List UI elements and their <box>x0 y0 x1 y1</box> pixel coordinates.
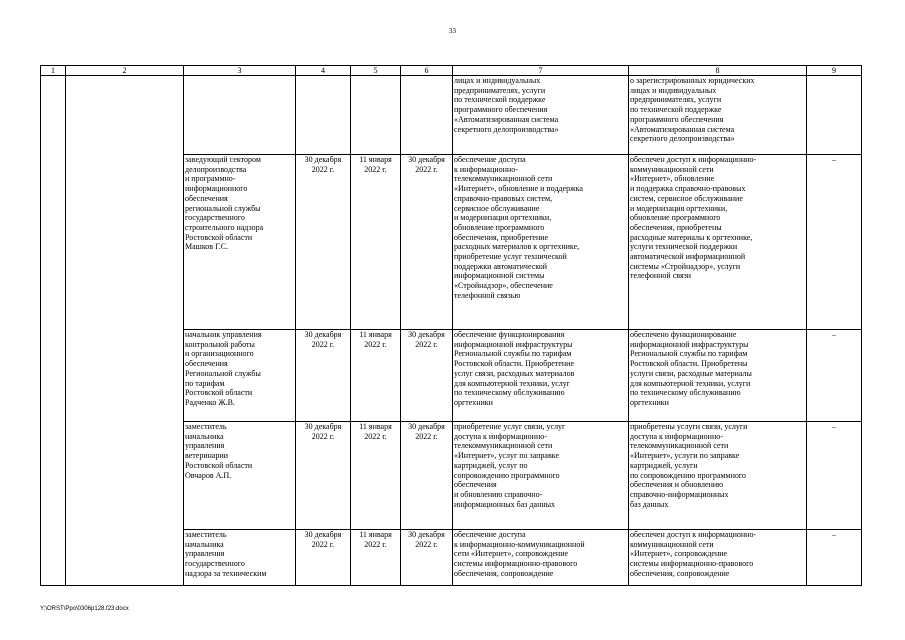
start-date-text: 11 января 2022 г. <box>359 422 392 441</box>
planned-result-text: обеспечение доступа к информационно-коммуникационной сети «Интернет», сопровождение системы информационно-правового обеспечения, сопровождение <box>454 530 585 578</box>
cell-responsible <box>184 330 296 422</box>
responsible-text: заместитель начальника управления государственного надзора за техническим <box>185 530 267 578</box>
cell-start-date <box>351 76 401 155</box>
cell-responsible <box>184 155 296 330</box>
cell-col1 <box>41 76 66 586</box>
cell-planned-date <box>296 530 351 586</box>
cell-note <box>807 330 862 422</box>
start-date-text: 11 января 2022 г. <box>359 155 392 174</box>
note-text: – <box>832 530 836 539</box>
note-text: – <box>832 155 836 164</box>
column-number-row <box>41 66 862 76</box>
col-header-6: 6 <box>401 66 453 76</box>
col-header-7: 7 <box>453 66 629 76</box>
actual-result-text: обеспечен доступ к информационно- коммуникационной сети «Интернет», обновление и поддержка справочно-правовых систем, сервисное обслуживание и модернизация оргтехники, обновление программного обеспечения, приобретены расходные материалы к оргтехнике, услуги технической поддержки автоматической информационной системы «Стройнадзор», услуги телефонной связи <box>630 155 757 281</box>
cell-start-date <box>351 330 401 422</box>
actual-result-text: обеспечен доступ к информационно- коммуникационной сети «Интернет», сопровождение системы информационно-правового обеспечения, сопровождение <box>630 530 757 578</box>
cell-start-date <box>351 422 401 530</box>
start-date-text: 11 января 2022 г. <box>359 530 392 549</box>
end-date-text: 30 декабря 2022 г. <box>408 422 445 441</box>
cell-end-date <box>401 330 453 422</box>
planned-date-text: 30 декабря 2022 г. <box>304 530 342 549</box>
note-text: – <box>832 330 836 339</box>
note-text: – <box>832 422 836 431</box>
col-header-1: 1 <box>41 66 66 76</box>
actual-result-text: обеспечено функционирование информационной инфраструктуры Региональной службы по тарифам Ростовской области. Приобретены услуги связи, расходные материалы для компьютерной техники, услуги по техническому обслуживанию оргтехники <box>630 330 752 407</box>
end-date-text: 30 декабря 2022 г. <box>408 330 445 349</box>
responsible-text: начальник управления контрольной работы и организационного обеспечения Региональной службы по тарифам Ростовской области Радченко Ж.В. <box>185 330 262 407</box>
cell-note <box>807 76 862 155</box>
col-header-4: 4 <box>296 66 351 76</box>
cell-responsible <box>184 530 296 586</box>
end-date-text: 30 декабря 2022 г. <box>408 530 445 549</box>
cell-note <box>807 155 862 330</box>
responsible-text: заместитель начальника управления ветеринарии Ростовской области Овчаров А.П. <box>185 422 253 480</box>
cell-planned-date <box>296 76 351 155</box>
cell-planned-result <box>453 330 629 422</box>
cell-col2 <box>66 76 184 586</box>
cell-end-date <box>401 530 453 586</box>
cell-end-date <box>401 422 453 530</box>
cell-start-date <box>351 530 401 586</box>
actual-result-text: приобретены услуги связи, услуги доступа к информационно- телекоммуникационной сети «Интернет», услуги по заправке картриджей, услуги по сопровождению программного обеспечения и обновлению справочно-информационных баз данных <box>630 422 748 509</box>
cell-note <box>807 422 862 530</box>
planned-date-text: 30 декабря 2022 г. <box>304 422 342 441</box>
col-header-5: 5 <box>351 66 401 76</box>
table-row <box>41 76 862 155</box>
planned-date-text: 30 декабря 2022 г. <box>304 155 342 174</box>
cell-actual-result <box>629 155 807 330</box>
page-number: 33 <box>449 27 456 35</box>
planned-date-text: 30 декабря 2022 г. <box>304 330 342 349</box>
cell-note <box>807 530 862 586</box>
cell-responsible <box>184 76 296 155</box>
cell-end-date <box>401 155 453 330</box>
actual-result-text: о зарегистрированных юридических лицах и индивидуальных предпринимателях, услуги по технической поддержке программного обеспечения «Автоматизированная система секретного делопроизводства» <box>630 76 755 144</box>
cell-responsible <box>184 422 296 530</box>
file-path-footer: Y:\ORST\Ppo\0306p128.f23.docx <box>40 606 129 612</box>
start-date-text: 11 января 2022 г. <box>359 330 392 349</box>
planned-result-text: обеспечение функционирования информационной инфраструктуры Региональной службы по тарифам Ростовской области. Приобретение услуг связи, расходных материалов для компьютерной техники, услуг по техническому обслуживанию оргтехники <box>454 330 575 407</box>
end-date-text: 30 декабря 2022 г. <box>408 155 445 174</box>
cell-planned-date <box>296 330 351 422</box>
cell-planned-result <box>453 155 629 330</box>
cell-end-date <box>401 76 453 155</box>
col-header-3: 3 <box>184 66 296 76</box>
cell-planned-date <box>296 422 351 530</box>
cell-actual-result <box>629 330 807 422</box>
planned-result-text: лицах и индивидуальных предпринимателях, услуги по технической поддержке программного обеспечения «Автоматизированная система секретного делопроизводства» <box>454 76 559 134</box>
col-header-8: 8 <box>629 66 807 76</box>
cell-planned-result <box>453 530 629 586</box>
col-header-2: 2 <box>66 66 184 76</box>
col-header-9: 9 <box>807 66 862 76</box>
responsible-text: заведующий сектором делопроизводства и программно- информационного обеспечения региональной службы государственного строительного надзора Ростовской области Машков Г.С. <box>185 155 264 252</box>
report-table <box>40 65 862 586</box>
cell-actual-result <box>629 422 807 530</box>
cell-actual-result <box>629 76 807 155</box>
planned-result-text: обеспечение доступа к информационно- телекоммуникационной сети «Интернет», обновление и поддержка справочно-правовых систем, сервисное обслуживание и модернизация оргтехники, обновление программного обеспечения, приобретение расходных материалов к оргтехнике, приобретение услуг технической поддержки автоматической информационной системы «Стройнадзор», обеспечение телефонной связью <box>454 155 583 300</box>
cell-planned-result <box>453 422 629 530</box>
cell-start-date <box>351 155 401 330</box>
cell-planned-result <box>453 76 629 155</box>
cell-planned-date <box>296 155 351 330</box>
planned-result-text: приобретение услуг связи, услуг доступа к информационно- телекоммуникационной сети «Интернет», услуг по заправке картриджей, услуг по сопровождению программного обеспечения и обновлению справочно- информационных баз данных <box>454 422 566 509</box>
cell-actual-result <box>629 530 807 586</box>
